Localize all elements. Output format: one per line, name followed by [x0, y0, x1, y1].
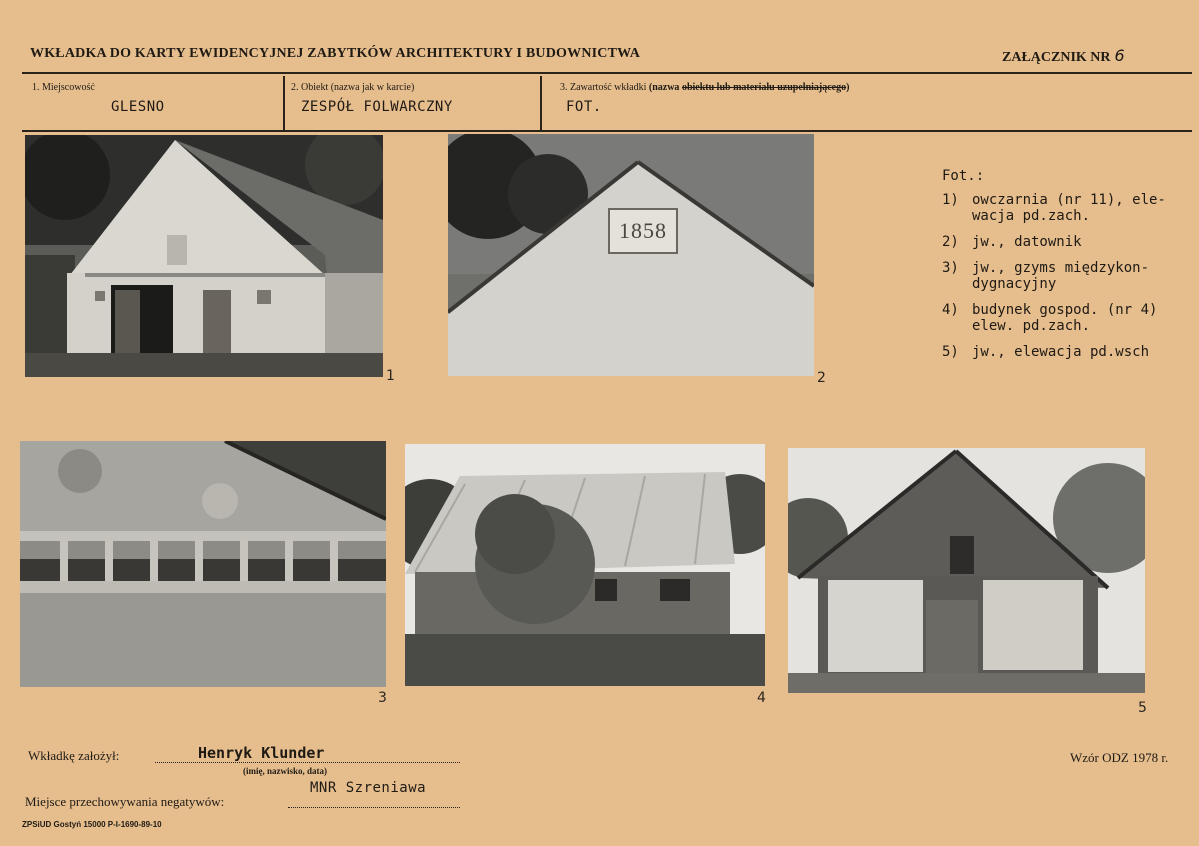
photo-2-number: 2: [817, 370, 826, 386]
content-label-prefix: 3. Zawartość wkładki: [560, 82, 649, 93]
fields-divider: [22, 130, 1192, 132]
caption-number: 4): [942, 302, 959, 318]
field-divider-2: [540, 76, 542, 130]
content-label-suffix: ): [846, 82, 850, 93]
photo-captions: [942, 168, 1192, 370]
content-label-bold: (nazwa: [648, 82, 682, 93]
object-label: 2. Obiekt (nazwa jak w karcie): [291, 82, 415, 93]
caption-item: [942, 302, 1192, 334]
photo-2: [448, 134, 814, 376]
photo-1-number: 1: [386, 368, 395, 384]
header-divider: [22, 72, 1192, 74]
storage-label: Miejsce przechowywania negatywów:: [25, 794, 225, 809]
storage-line: [288, 806, 460, 808]
caption-text: jw., datownik: [972, 234, 1082, 250]
object-value: ZESPÓŁ FOLWARCZNY: [301, 99, 453, 115]
founder-line: [155, 761, 460, 763]
photo-3: [20, 441, 386, 687]
form-model: Wzór ODZ 1978 r.: [1070, 750, 1169, 765]
founder-label: Wkładkę założył:: [28, 748, 120, 763]
caption-item: [942, 260, 1192, 292]
attachment-label: ZAŁĄCZNIK NR: [1002, 50, 1111, 65]
caption-text: jw., elewacja pd.wsch: [972, 344, 1150, 360]
content-value: FOT.: [566, 99, 602, 115]
printer-info: ZPSiUD Gostyń 15000 P-I-1690-89-10: [22, 820, 162, 829]
photo-4-number: 4: [757, 690, 766, 706]
content-label: [560, 82, 849, 93]
caption-text: owczarnia (nr 11), ele- wacja pd.zach.: [972, 192, 1166, 224]
caption-number: 1): [942, 192, 959, 208]
attachment-number-value: 6: [1114, 46, 1125, 65]
field-divider-1: [283, 76, 285, 130]
caption-number: 5): [942, 344, 959, 360]
storage-value: MNR Szreniawa: [310, 780, 427, 796]
datestone-year: 1858: [619, 218, 667, 243]
founder-hint: (imię, nazwisko, data): [243, 766, 327, 776]
locality-value: GLESNO: [111, 99, 165, 115]
datestone: [608, 208, 678, 254]
caption-item: [942, 344, 1192, 360]
photo-1: [25, 135, 383, 377]
photo-5: [788, 448, 1145, 693]
captions-title: Fot.:: [942, 168, 985, 184]
locality-label: 1. Miejscowość: [32, 82, 95, 93]
content-label-struck: obiektu lub materiału uzupełniającego: [681, 82, 847, 93]
founder-signature: Henryk Klunder: [198, 744, 325, 762]
caption-item: [942, 234, 1192, 250]
photo-3-number: 3: [378, 690, 387, 706]
photo-5-number: 5: [1138, 700, 1147, 716]
caption-text: budynek gospod. (nr 4) elew. pd.zach.: [972, 302, 1158, 334]
photo-4: [405, 444, 765, 686]
form-title: WKŁADKA DO KARTY EWIDENCYJNEJ ZABYTKÓW ARCHITEKTURY I BUDOWNICTWA: [30, 46, 641, 61]
caption-number: 3): [942, 260, 959, 276]
caption-item: [942, 192, 1192, 224]
caption-number: 2): [942, 234, 959, 250]
caption-text: jw., gzyms międzykon- dygnacyjny: [972, 260, 1150, 292]
attachment-number: [1002, 46, 1125, 66]
